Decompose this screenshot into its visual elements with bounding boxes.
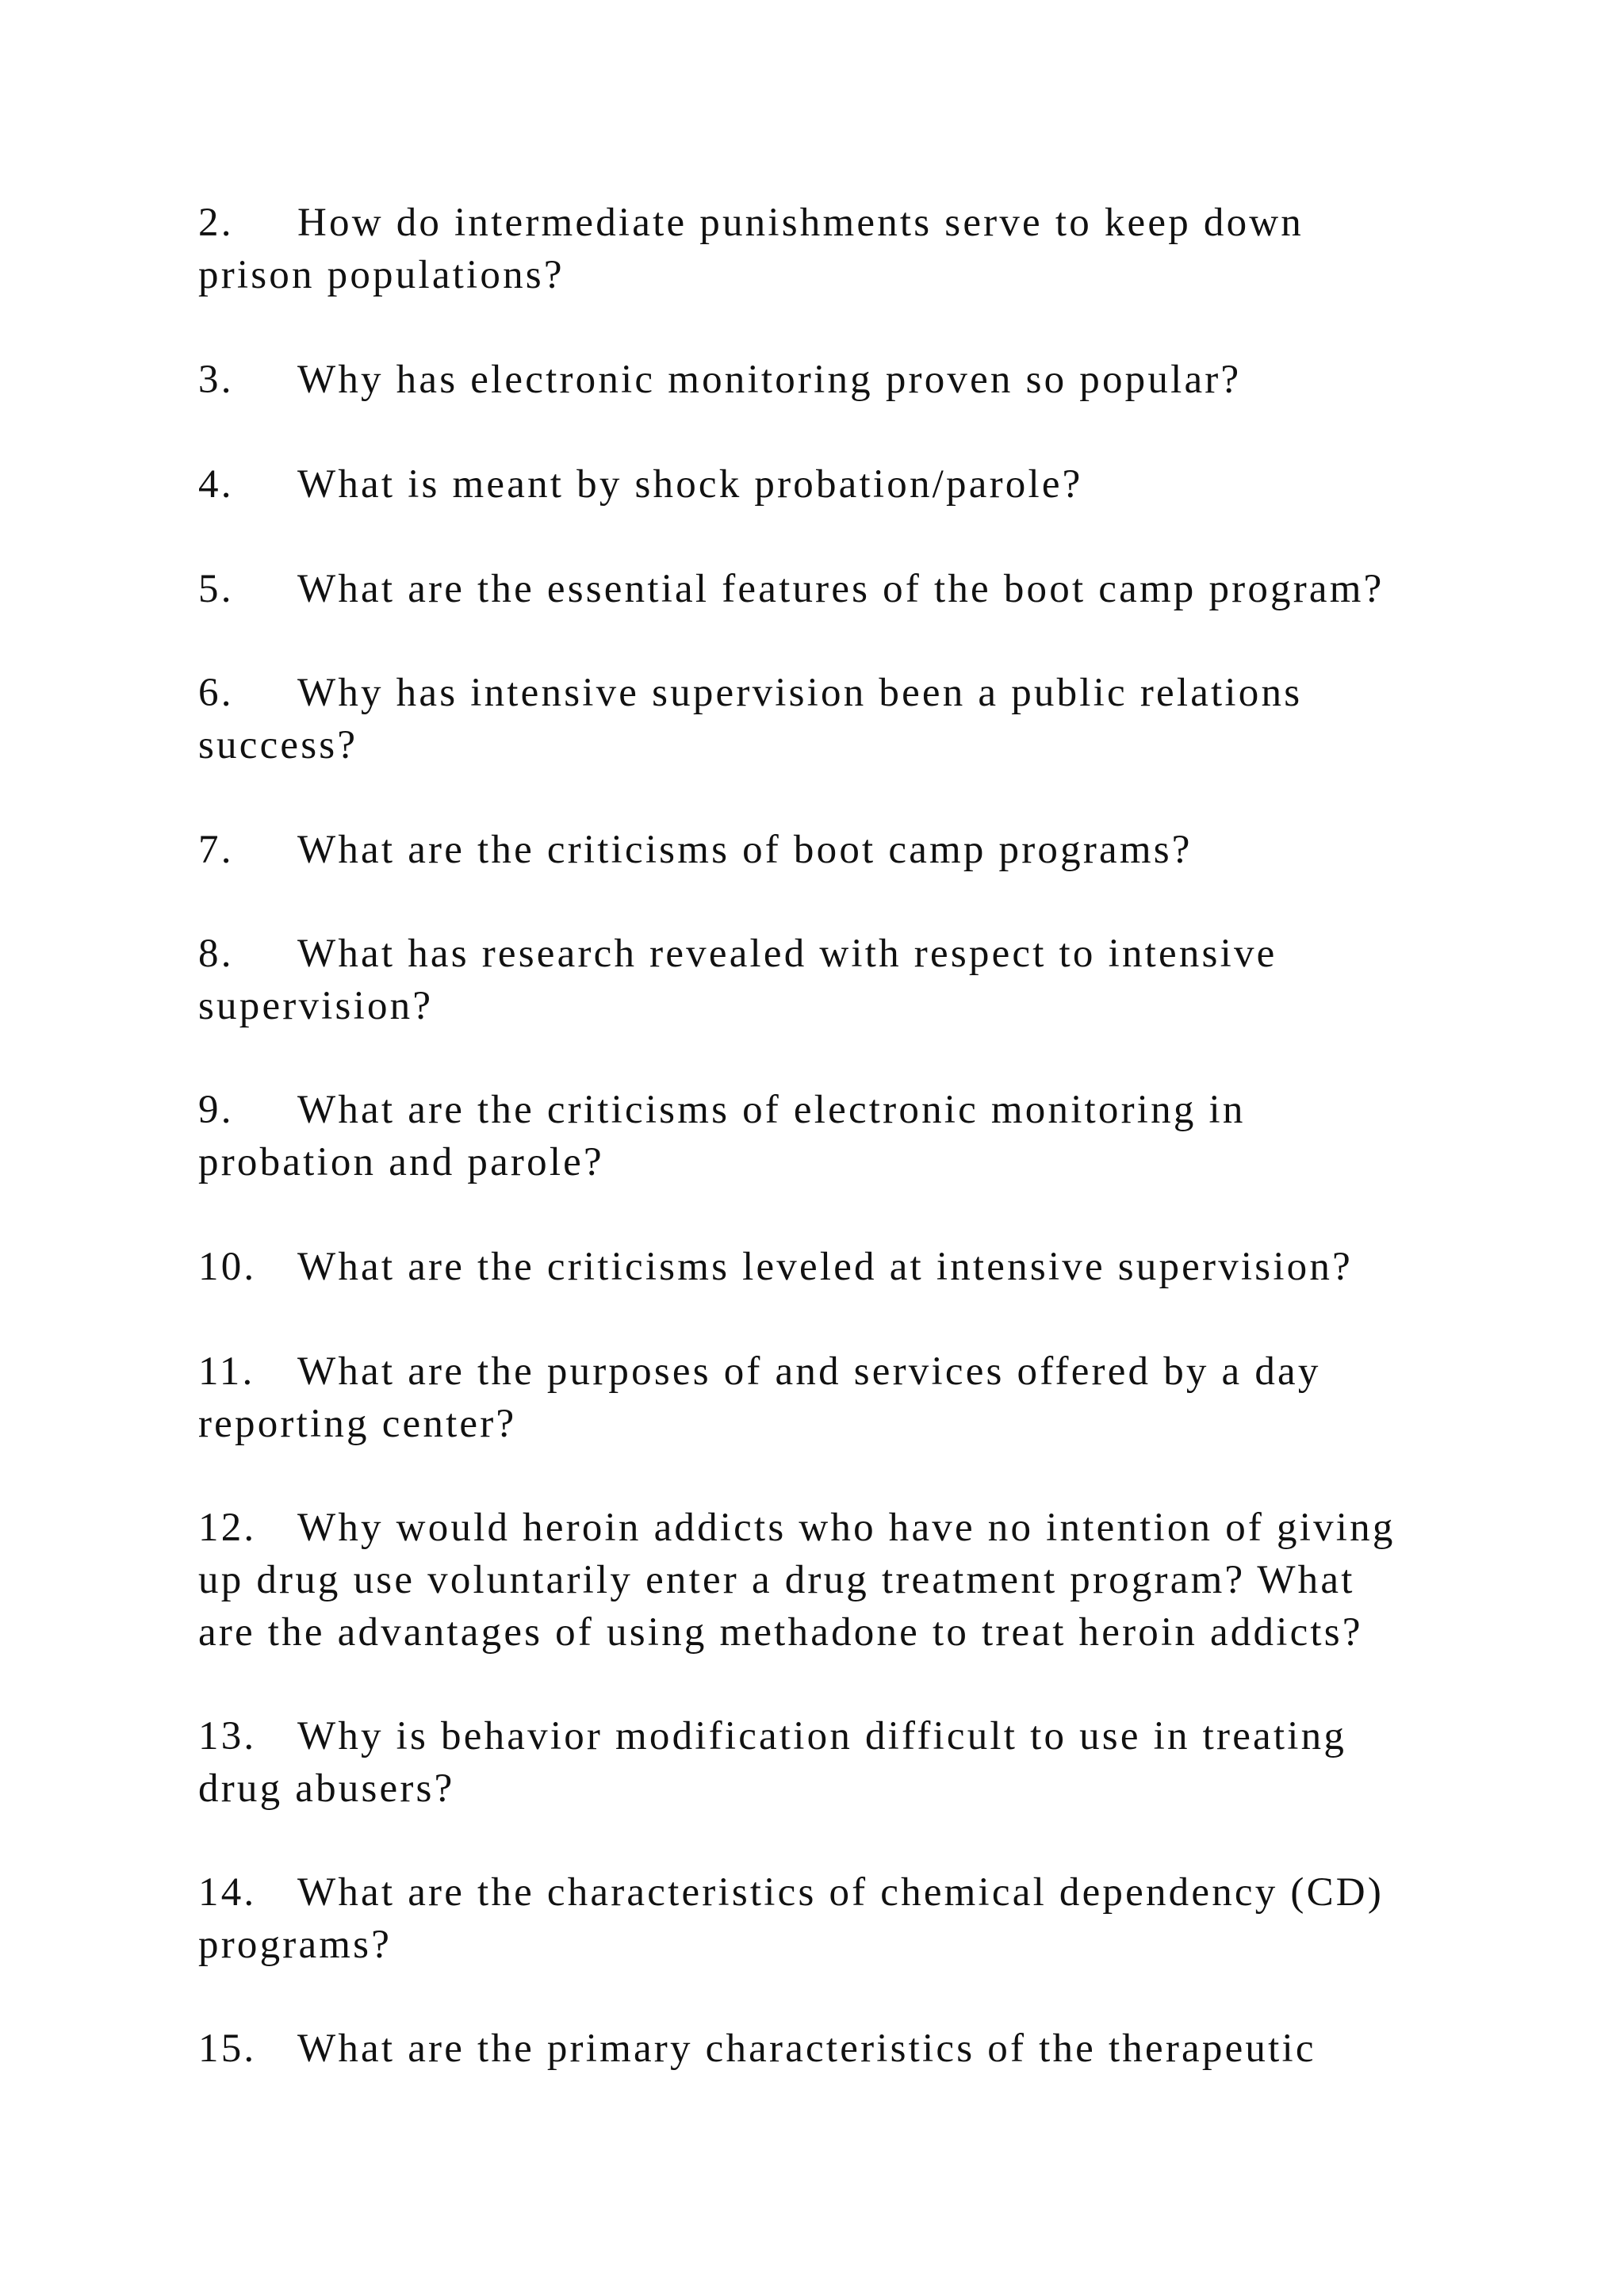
question-line xyxy=(198,667,1507,719)
question-line xyxy=(198,1710,1507,1762)
question-item xyxy=(198,2022,1507,2075)
question-line xyxy=(198,1866,1507,1919)
question-text: What has research revealed with respect to intensive xyxy=(297,932,1277,976)
question-line xyxy=(198,719,1507,771)
question-number: 9. xyxy=(198,1088,234,1132)
question-item xyxy=(198,1866,1507,1971)
question-line xyxy=(198,197,1507,249)
question-number: 12. xyxy=(198,1506,257,1550)
question-text: prison populations? xyxy=(198,253,565,297)
question-text: Why has electronic monitoring proven so popular? xyxy=(297,358,1242,402)
question-text: are the advantages of using methadone to treat heroin addicts? xyxy=(198,1610,1363,1655)
question-text: What are the criticisms of electronic monitoring in xyxy=(297,1088,1246,1132)
question-number: 3. xyxy=(198,358,234,402)
question-line xyxy=(198,1241,1507,1293)
question-text: Why would heroin addicts who have no intention of giving xyxy=(297,1506,1396,1550)
question-text: reporting center? xyxy=(198,1402,517,1446)
question-line xyxy=(198,1919,1507,1971)
question-item xyxy=(198,563,1507,615)
question-line xyxy=(198,928,1507,980)
question-item xyxy=(198,824,1507,876)
question-number: 15. xyxy=(198,2026,257,2071)
question-line xyxy=(198,563,1507,615)
question-number: 5. xyxy=(198,567,234,611)
question-line xyxy=(198,249,1507,301)
question-line xyxy=(198,1345,1507,1398)
question-line xyxy=(198,824,1507,876)
question-item xyxy=(198,197,1507,301)
question-line xyxy=(198,354,1507,406)
question-text: What are the primary characteristics of the therapeutic xyxy=(297,2026,1316,2071)
question-line xyxy=(198,1502,1507,1554)
question-number: 14. xyxy=(198,1870,257,1915)
question-text: What are the essential features of the boot camp program? xyxy=(297,567,1385,611)
question-number: 6. xyxy=(198,671,234,715)
question-number: 10. xyxy=(198,1245,257,1289)
question-item xyxy=(198,458,1507,511)
question-text: up drug use voluntarily enter a drug treatment program? What xyxy=(198,1558,1355,1602)
question-item xyxy=(198,928,1507,1032)
question-line xyxy=(198,1762,1507,1815)
question-number: 8. xyxy=(198,932,234,976)
question-line xyxy=(198,1136,1507,1188)
question-line xyxy=(198,1084,1507,1136)
question-text: How do intermediate punishments serve to keep down xyxy=(297,201,1304,245)
question-item xyxy=(198,1345,1507,1450)
question-text: What are the criticisms of boot camp programs? xyxy=(297,828,1193,872)
question-line xyxy=(198,1606,1507,1659)
question-item xyxy=(198,1710,1507,1815)
question-line xyxy=(198,1554,1507,1606)
question-number: 13. xyxy=(198,1714,257,1758)
question-line xyxy=(198,458,1507,511)
question-number: 7. xyxy=(198,828,234,872)
question-number: 11. xyxy=(198,1349,255,1394)
question-number: 2. xyxy=(198,201,234,245)
question-text: What are the criticisms leveled at intensive supervision? xyxy=(297,1245,1353,1289)
question-line xyxy=(198,980,1507,1032)
question-text: drug abusers? xyxy=(198,1766,455,1811)
question-item xyxy=(198,1502,1507,1659)
question-item xyxy=(198,354,1507,406)
question-text: What are the characteristics of chemical dependency (CD) xyxy=(297,1870,1385,1915)
question-text: Why is behavior modification difficult to use in treating xyxy=(297,1714,1347,1758)
question-line xyxy=(198,2022,1507,2075)
question-item xyxy=(198,667,1507,771)
question-text: What are the purposes of and services offered by a day xyxy=(297,1349,1321,1394)
question-text: Why has intensive supervision been a public relations xyxy=(297,671,1303,715)
question-text: success? xyxy=(198,723,358,767)
question-text: supervision? xyxy=(198,984,434,1028)
question-text: probation and parole? xyxy=(198,1140,604,1184)
question-item xyxy=(198,1241,1507,1293)
question-line xyxy=(198,1398,1507,1450)
question-item xyxy=(198,1084,1507,1188)
question-number: 4. xyxy=(198,462,234,507)
question-text: programs? xyxy=(198,1923,393,1967)
question-text: What is meant by shock probation/parole? xyxy=(297,462,1083,507)
